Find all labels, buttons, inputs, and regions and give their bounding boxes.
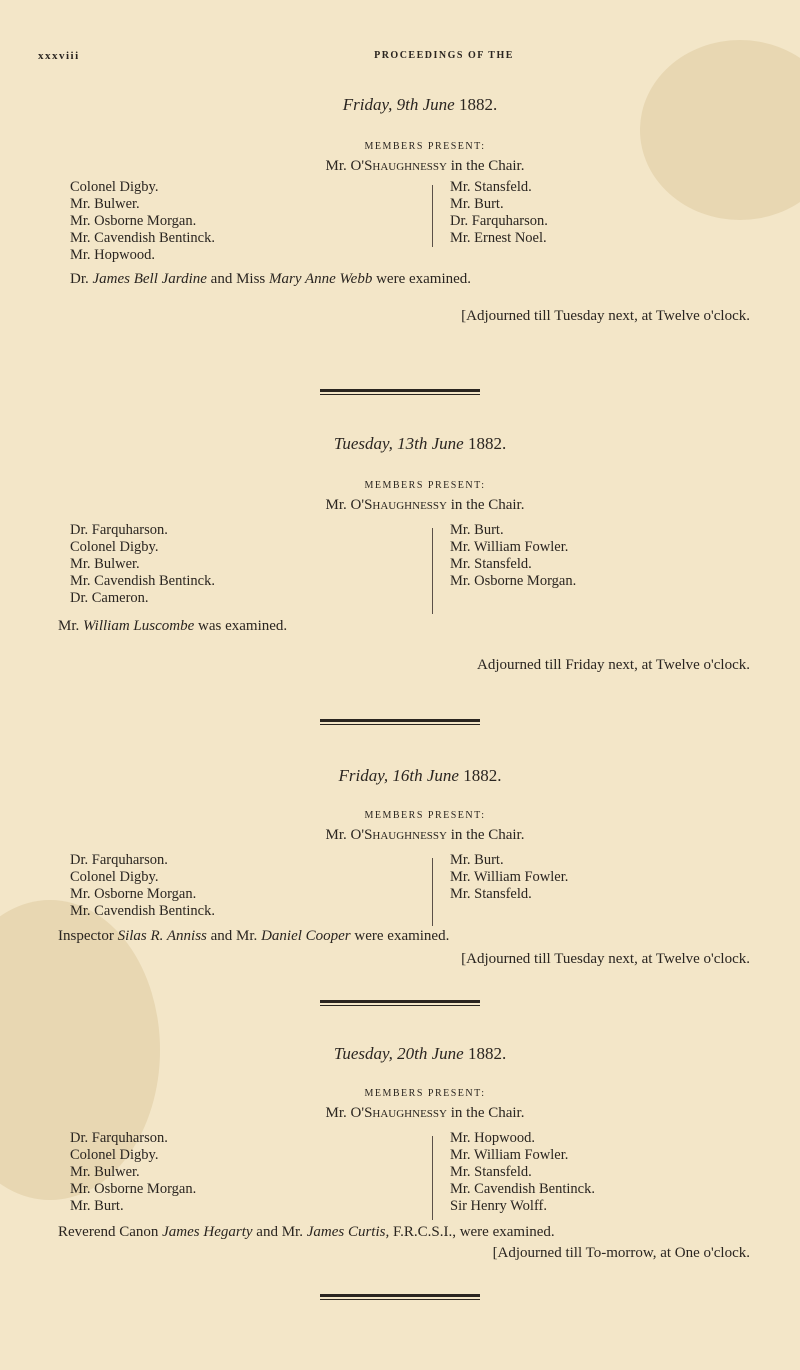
- witness-name: Daniel Cooper: [261, 928, 351, 944]
- examined-line: [58, 1224, 750, 1241]
- members-left-column: [70, 852, 215, 920]
- chair-line: [70, 827, 750, 844]
- page-number: xxxviii: [38, 50, 80, 62]
- witness-name: Silas R. Anniss: [117, 928, 207, 944]
- column-divider: [432, 1136, 433, 1220]
- examined-text: and Mr.: [210, 928, 258, 944]
- examined-line: [70, 271, 750, 288]
- date-month: June: [426, 766, 459, 785]
- member-name: Mr. Cavendish Bentinck.: [70, 573, 215, 589]
- member-name: Mr. Bulwer.: [70, 1164, 140, 1180]
- member-name: Mr. Burt.: [450, 522, 504, 538]
- chair-suffix: in the Chair.: [450, 158, 525, 174]
- member-name: Dr. Farquharson.: [70, 1130, 168, 1146]
- member-name: Mr. Burt.: [70, 1198, 124, 1214]
- member-name: Mr. Osborne Morgan.: [70, 213, 197, 229]
- member-name: Mr. Bulwer.: [70, 196, 140, 212]
- chair-prefix: Mr.: [325, 827, 347, 843]
- witness-name: James Hegarty: [162, 1224, 253, 1240]
- section-rule: [320, 1000, 480, 1003]
- chair-name: O'Shaughnessy: [350, 1105, 447, 1121]
- section-rule: [320, 724, 480, 725]
- running-head: [38, 50, 740, 70]
- member-name: Mr. Osborne Morgan.: [450, 573, 577, 589]
- members-list: [70, 1130, 750, 1218]
- examined-text: Mr.: [58, 618, 80, 634]
- member-name: Mr. Stansfeld.: [450, 179, 532, 195]
- chair-prefix: Mr.: [325, 497, 347, 513]
- witness-name: James Curtis,: [306, 1224, 390, 1240]
- examined-line: [58, 928, 750, 945]
- session-date: [70, 766, 750, 786]
- session-date: [70, 1044, 750, 1064]
- chair-suffix: in the Chair.: [450, 827, 525, 843]
- column-divider: [432, 858, 433, 926]
- adjourned-line: Adjourned till Friday next, at Twelve o'clock.: [477, 657, 750, 673]
- member-name: Mr. Stansfeld.: [450, 886, 532, 902]
- chair-suffix: in the Chair.: [450, 1105, 525, 1121]
- member-name: Mr. Burt.: [450, 196, 504, 212]
- member-name: Sir Henry Wolff.: [450, 1198, 547, 1214]
- date-day: Tuesday,: [333, 1044, 393, 1063]
- date-day-num: 13th: [397, 434, 428, 453]
- section-rule: [320, 1005, 480, 1006]
- member-name: Mr. Cavendish Bentinck.: [450, 1181, 595, 1197]
- examined-text: was examined.: [198, 618, 288, 634]
- member-name: Mr. Stansfeld.: [450, 1164, 532, 1180]
- member-name: Mr. Osborne Morgan.: [70, 886, 197, 902]
- member-name: Mr. Bulwer.: [70, 556, 140, 572]
- column-divider: [432, 528, 433, 614]
- member-name: Colonel Digby.: [70, 539, 159, 555]
- date-day: Friday,: [342, 95, 393, 114]
- session-3: [58, 766, 750, 968]
- section-rule: [320, 394, 480, 395]
- members-right-column: [440, 1130, 595, 1215]
- member-name: Mr. William Fowler.: [450, 1147, 569, 1163]
- date-day-num: 20th: [397, 1044, 428, 1063]
- session-date: [70, 95, 750, 115]
- date-year: 1882.: [467, 1044, 507, 1063]
- member-name: Mr. Ernest Noel.: [450, 230, 547, 246]
- examined-line: [58, 618, 750, 635]
- date-year: 1882.: [463, 766, 502, 785]
- member-name: Colonel Digby.: [70, 869, 159, 885]
- date-day-num: 9th: [396, 95, 419, 114]
- member-name: Mr. Stansfeld.: [450, 556, 532, 572]
- session-2: [58, 434, 750, 674]
- date-day-num: 16th: [392, 766, 423, 785]
- section-rule: [320, 1299, 480, 1300]
- member-name: Dr. Cameron.: [70, 590, 149, 606]
- member-name: Mr. William Fowler.: [450, 869, 569, 885]
- adjourned-line: [Adjourned till Tuesday next, at Twelve o'clock.: [461, 951, 750, 967]
- members-right-column: [440, 852, 568, 903]
- member-name: Mr. Cavendish Bentinck.: [70, 230, 215, 246]
- examined-text: and Miss: [210, 271, 266, 287]
- date-day: Tuesday,: [333, 434, 393, 453]
- examined-text: and Mr.: [256, 1224, 303, 1240]
- member-name: Mr. Hopwood.: [70, 247, 155, 263]
- section-rule: [320, 719, 480, 722]
- section-rule: [320, 389, 480, 392]
- chair-line: [70, 497, 750, 514]
- member-name: Dr. Farquharson.: [70, 522, 168, 538]
- date-month: June: [422, 95, 455, 114]
- examined-text: Reverend Canon: [58, 1224, 159, 1240]
- chair-suffix: in the Chair.: [450, 497, 525, 513]
- session-date: [70, 434, 750, 454]
- members-list: [70, 522, 750, 612]
- witness-name: James Bell Jardine: [92, 271, 207, 287]
- column-divider: [432, 185, 433, 247]
- chair-name: O'Shaughnessy: [350, 158, 447, 174]
- examined-text: were examined.: [376, 271, 472, 287]
- session-1: [70, 95, 750, 325]
- members-right-column: [440, 522, 576, 590]
- running-title: PROCEEDINGS OF THE: [374, 50, 514, 61]
- date-month: June: [431, 1044, 464, 1063]
- member-name: Mr. Burt.: [450, 852, 504, 868]
- chair-prefix: Mr.: [325, 158, 347, 174]
- members-left-column: [70, 179, 215, 264]
- examined-text: were examined.: [354, 928, 450, 944]
- member-name: Mr. William Fowler.: [450, 539, 569, 555]
- member-name: Mr. Osborne Morgan.: [70, 1181, 197, 1197]
- date-day: Friday,: [338, 766, 389, 785]
- section-rule: [320, 1294, 480, 1297]
- examined-text: Inspector: [58, 928, 114, 944]
- members-left-column: [70, 1130, 196, 1215]
- chair-line: [70, 1105, 750, 1122]
- chair-name: O'Shaughnessy: [350, 827, 447, 843]
- member-name: Mr. Cavendish Bentinck.: [70, 903, 215, 919]
- member-name: Dr. Farquharson.: [70, 852, 168, 868]
- members-heading: MEMBERS PRESENT:: [364, 1088, 486, 1099]
- chair-line: [70, 158, 750, 175]
- date-year: 1882.: [458, 95, 498, 114]
- witness-name: Mary Anne Webb: [269, 271, 373, 287]
- member-name: Colonel Digby.: [70, 179, 159, 195]
- adjourned-line: [Adjourned till To-morrow, at One o'clock.: [492, 1245, 750, 1261]
- date-month: June: [431, 434, 464, 453]
- session-4: [58, 1044, 750, 1262]
- members-list: [70, 179, 750, 265]
- adjourned-line: [Adjourned till Tuesday next, at Twelve o'clock.: [461, 308, 750, 324]
- chair-name: O'Shaughnessy: [350, 497, 447, 513]
- member-name: Dr. Farquharson.: [450, 213, 548, 229]
- date-year: 1882.: [467, 434, 507, 453]
- members-heading: MEMBERS PRESENT:: [364, 141, 486, 152]
- members-right-column: [440, 179, 548, 247]
- members-heading: MEMBERS PRESENT:: [364, 810, 486, 821]
- members-heading: MEMBERS PRESENT:: [364, 480, 486, 491]
- chair-prefix: Mr.: [325, 1105, 347, 1121]
- examined-text: F.R.C.S.I., were examined.: [392, 1224, 555, 1240]
- member-name: Colonel Digby.: [70, 1147, 159, 1163]
- members-left-column: [70, 522, 215, 607]
- witness-name: William Luscombe: [83, 618, 195, 634]
- members-list: [70, 852, 750, 922]
- examined-text: Dr.: [70, 271, 89, 287]
- member-name: Mr. Hopwood.: [450, 1130, 535, 1146]
